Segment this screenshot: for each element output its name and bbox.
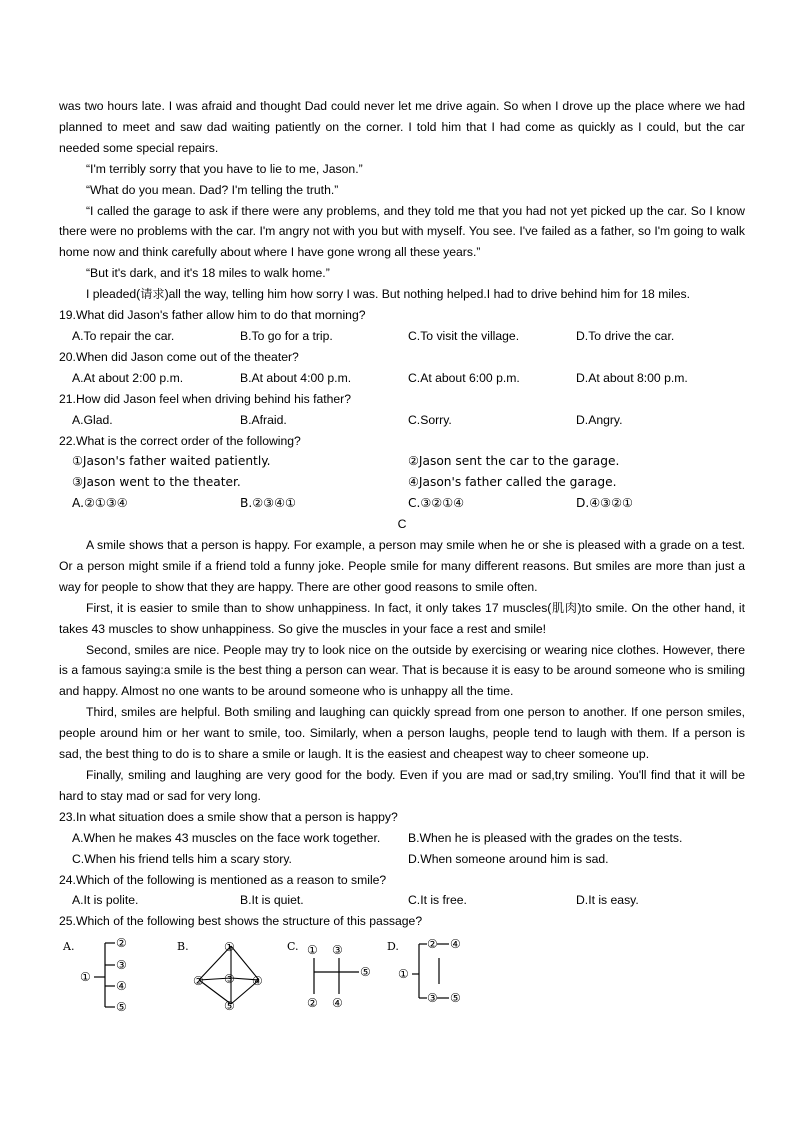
question-20-options [59,368,745,389]
exam-page [59,96,745,1016]
option-c[interactable]: C.③②①④ [408,496,465,511]
question-24-stem: 24.Which of the following is mentioned as a reason to smile? [59,872,387,887]
diagram-c-label[interactable]: C. [287,940,299,954]
node-4: ④ [252,974,263,989]
passage-b-paragraph: “I'm terribly sorry that you have to lie to me, Jason.” [86,161,363,176]
passage-b-paragraph: “I called the garage to ask if there were any problems, and they told me that you had not yet picked up the car. So I know there were no problems with the car. I'm angry not with you but with myself. You see. I've failed as a father, so I'm going to walk home now and think carefully about where I have gone wrong all these years.” [59,203,745,260]
option-d[interactable]: D.At about 8:00 p.m. [576,370,688,385]
item-2: ②Jason sent the car to the garage. [408,454,620,469]
question-22-options [59,493,745,514]
node-3: ③ [116,958,127,973]
option-b[interactable]: B.At about 4:00 p.m. [240,370,352,385]
passage-c-paragraph: First, it is easier to smile than to show unhappiness. In fact, it only takes 17 muscles(肌肉)to smile. On the other hand, it takes 43 muscles to show unhappiness. So give the muscles in your face a rest and smile! [59,600,745,636]
passage-c-paragraph: Second, smiles are nice. People may try to look nice on the outside by exercising or wearing nice clothes. However, there is a famous saying:a smile is the best thing a person can wear. That is because it is easy to be around someone who is smiling and happy. Almost no one wants to be around someone who is unhappy all the time. [59,642,745,699]
option-b[interactable]: B.It is quiet. [240,893,304,908]
option-a[interactable]: A.Glad. [72,412,113,427]
question-20-stem: 20.When did Jason come out of the theater? [59,349,299,364]
question-23-stem: 23.In what situation does a smile show that a person is happy? [59,809,398,824]
passage-b-paragraph: was two hours late. I was afraid and thought Dad could never let me drive again. So when I drove up the place where we had planned to meet and saw dad waiting patiently on the corner. I told him that I had come as quickly as I could, but the car needed some special repairs. [59,99,745,155]
question-25-stem: 25.Which of the following best shows the structure of this passage? [59,914,423,929]
option-a[interactable]: A.At about 2:00 p.m. [72,370,184,385]
option-c[interactable]: C.When his friend tells him a scary story. [72,851,292,866]
option-d[interactable]: D.Angry. [576,412,623,427]
option-d[interactable]: D.④③②① [576,496,633,511]
question-22-items [59,451,745,472]
option-c[interactable]: C.It is free. [408,893,467,908]
option-a[interactable]: A.To repair the car. [72,328,175,343]
diagram-d-label[interactable]: D. [387,940,399,954]
option-b[interactable]: B.To go for a trip. [240,328,333,343]
passage-b-paragraph: I pleaded(请求)all the way, telling him how sorry I was. But nothing helped.I had to drive behind him for 18 miles. [86,287,691,302]
node-2: ② [116,936,127,951]
option-c[interactable]: C.At about 6:00 p.m. [408,370,520,385]
item-4: ④Jason's father called the garage. [408,475,617,490]
node-2: ② [427,937,438,952]
diagram-b-label[interactable]: B. [177,940,189,954]
question-21-options [59,410,745,431]
option-a[interactable]: A.②①③④ [72,496,128,511]
option-b[interactable]: B.②③④① [240,496,296,511]
node-4: ④ [450,937,461,952]
option-b[interactable]: B.Afraid. [240,412,287,427]
question-22-stem: 22.What is the correct order of the following? [59,433,301,448]
node-5: ⑤ [360,965,371,980]
question-22-items [59,472,745,493]
node-3: ③ [332,943,343,958]
item-3: ③Jason went to the theater. [72,475,241,490]
node-1: ① [398,967,409,982]
node-2: ② [307,996,318,1011]
question-24-options [59,890,745,911]
node-4: ④ [332,996,343,1011]
node-5: ⑤ [450,991,461,1006]
node-1: ① [80,970,91,985]
node-5: ⑤ [116,1000,127,1015]
node-5: ⑤ [224,999,235,1014]
section-c-heading: C [397,517,407,532]
passage-c-paragraph: A smile shows that a person is happy. For example, a person may smile when he or she is pleased with a grade on a test. Or a person might smile if a friend told a funny joke. People smile for many different reasons. But smiles are more than just a way for people to show that they are happy. There are other good reasons to smile often. [59,538,745,594]
question-19-options [59,326,745,347]
node-3: ③ [224,972,235,987]
structure-diagrams-svg [59,934,519,1016]
option-d[interactable]: D.It is easy. [576,893,639,908]
question-23-options [59,828,745,849]
option-c[interactable]: C.Sorry. [408,412,452,427]
diagram-a-label[interactable]: A. [63,940,75,954]
node-4: ④ [116,979,127,994]
question-23-options [59,849,745,870]
node-1: ① [307,943,318,958]
node-2: ② [193,974,204,989]
item-1: ①Jason's father waited patiently. [72,454,271,469]
node-3: ③ [427,991,438,1006]
option-c[interactable]: C.To visit the village. [408,328,520,343]
option-b[interactable]: B.When he is pleased with the grades on the tests. [408,830,683,845]
question-21-stem: 21.How did Jason feel when driving behind his father? [59,391,352,406]
option-a[interactable]: A.It is polite. [72,893,139,908]
passage-b-paragraph: “What do you mean. Dad? I'm telling the truth.” [86,182,339,197]
option-d[interactable]: D.To drive the car. [576,328,675,343]
node-1: ① [224,940,235,955]
passage-c-paragraph: Finally, smiling and laughing are very good for the body. Even if you are mad or sad,try smiling. You'll find that it will be hard to stay mad or sad for very long. [59,768,745,803]
option-a[interactable]: A.When he makes 43 muscles on the face work together. [72,830,381,845]
passage-b-paragraph: “But it's dark, and it's 18 miles to walk home.” [86,266,330,281]
option-d[interactable]: D.When someone around him is sad. [408,851,609,866]
passage-c-paragraph: Third, smiles are helpful. Both smiling and laughing can quickly spread from one person to another. If one person smiles, people around him or her want to smile, too. Similarly, when a person laughs, people tend to laugh with them. If a person is sad, the best thing to do is to share a smile or laugh. It is the easiest and cheapest way to cheer someone up. [59,705,745,762]
structure-diagrams [59,934,745,1016]
question-19-stem: 19.What did Jason's father allow him to do that morning? [59,308,366,323]
